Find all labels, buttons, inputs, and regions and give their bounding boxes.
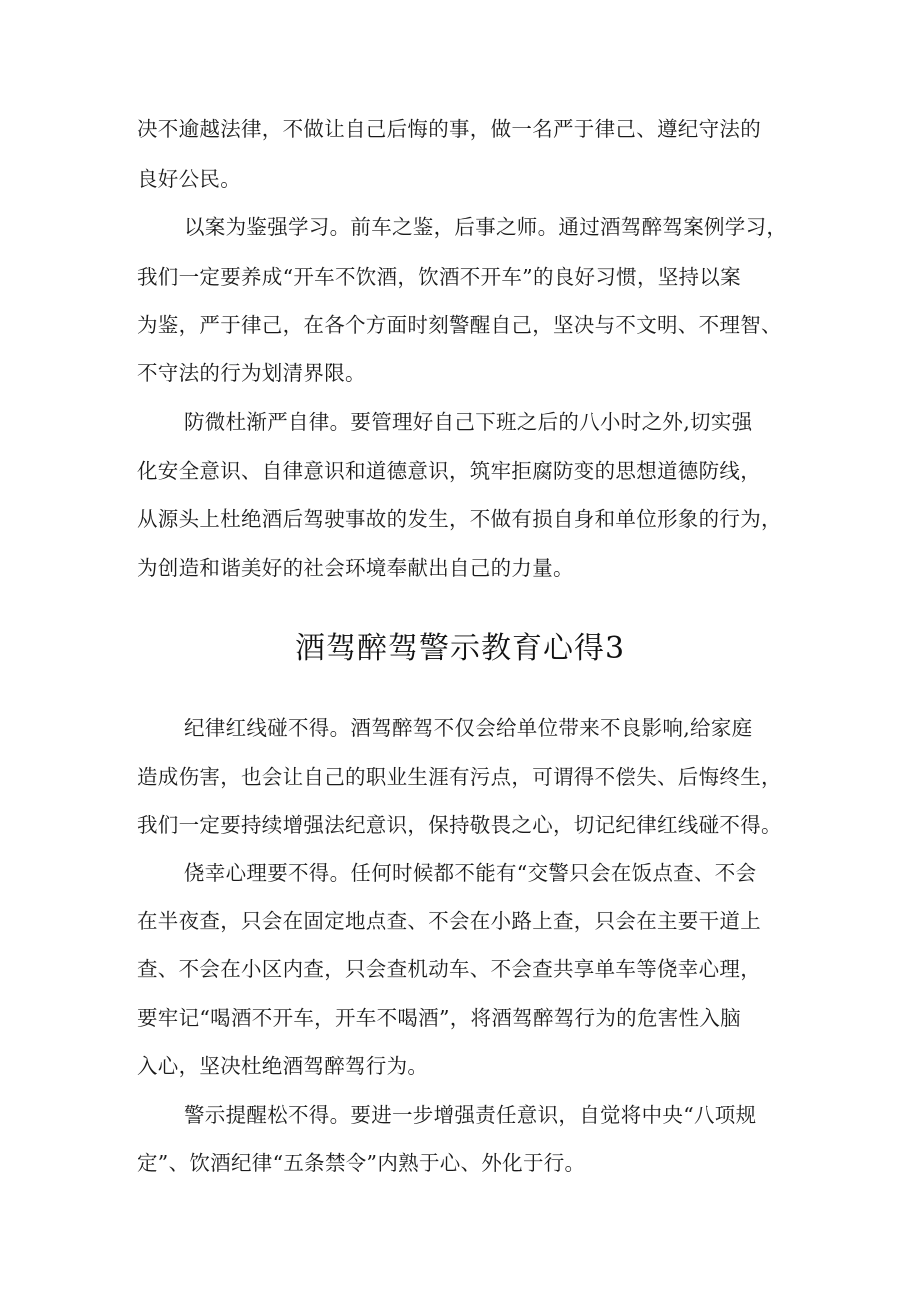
paragraph-first-line: 侥幸心理要不得。任何时候都不能有“交警只会在饭点查、不会 [184, 861, 757, 885]
text-line: 要牢记“喝酒不开车，开车不喝酒”，将酒驾醉驾行为的危害性入脑 [137, 1006, 741, 1030]
text-line: 从源头上杜绝酒后驾驶事故的发生，不做有损自身和单位形象的行为， [137, 507, 782, 531]
text-line: 在半夜查，只会在固定地点查、不会在小路上查，只会在主要干道上 [137, 909, 761, 933]
text-line: 我们一定要持续增强法纪意识，保持敬畏之心，切记纪律红线碰不得。 [137, 813, 782, 837]
text-line: 造成伤害，也会让自己的职业生涯有污点，可谓得不偿失、后悔终生， [137, 765, 782, 789]
text-line: 化安全意识、自律意识和道德意识，筑牢拒腐防变的思想道德防线， [137, 459, 761, 483]
text-line: 不守法的行为划清界限。 [137, 361, 366, 385]
text-line: 定”、饮酒纪律“五条禁令”内熟于心、外化于行。 [137, 1151, 586, 1175]
text-line: 良好公民。 [137, 167, 241, 191]
paragraph-first-line: 防微杜渐严自律。要管理好自己下班之后的八小时之外,切实强 [184, 410, 753, 434]
text-line: 查、不会在小区内查，只会查机动车、不会查共享单车等侥幸心理， [137, 957, 761, 981]
paragraph-first-line: 警示提醒松不得。要进一步增强责任意识，自觉将中央“八项规 [184, 1103, 757, 1127]
paragraph-first-line: 纪律红线碰不得。酒驾醉驾不仅会给单位带来不良影响,给家庭 [184, 716, 753, 740]
paragraph-first-line: 以案为鉴强学习。前车之鉴，后事之师。通过酒驾醉驾案例学习， [184, 215, 788, 239]
section-heading: 酒驾醉驾警示教育心得3 [294, 631, 626, 666]
text-line: 入心，坚决杜绝酒驾醉驾行为。 [137, 1054, 429, 1078]
text-line: 为创造和谐美好的社会环境奉献出自己的力量。 [137, 556, 574, 580]
text-line: 我们一定要养成“开车不饮酒，饮酒不开车”的良好习惯，坚持以案 [137, 265, 741, 289]
text-line: 为鉴，严于律己，在各个方面时刻警醒自己，坚决与不文明、不理智、 [137, 313, 782, 337]
text-line: 决不逾越法律，不做让自己后悔的事，做一名严于律己、遵纪守法的 [137, 117, 761, 141]
